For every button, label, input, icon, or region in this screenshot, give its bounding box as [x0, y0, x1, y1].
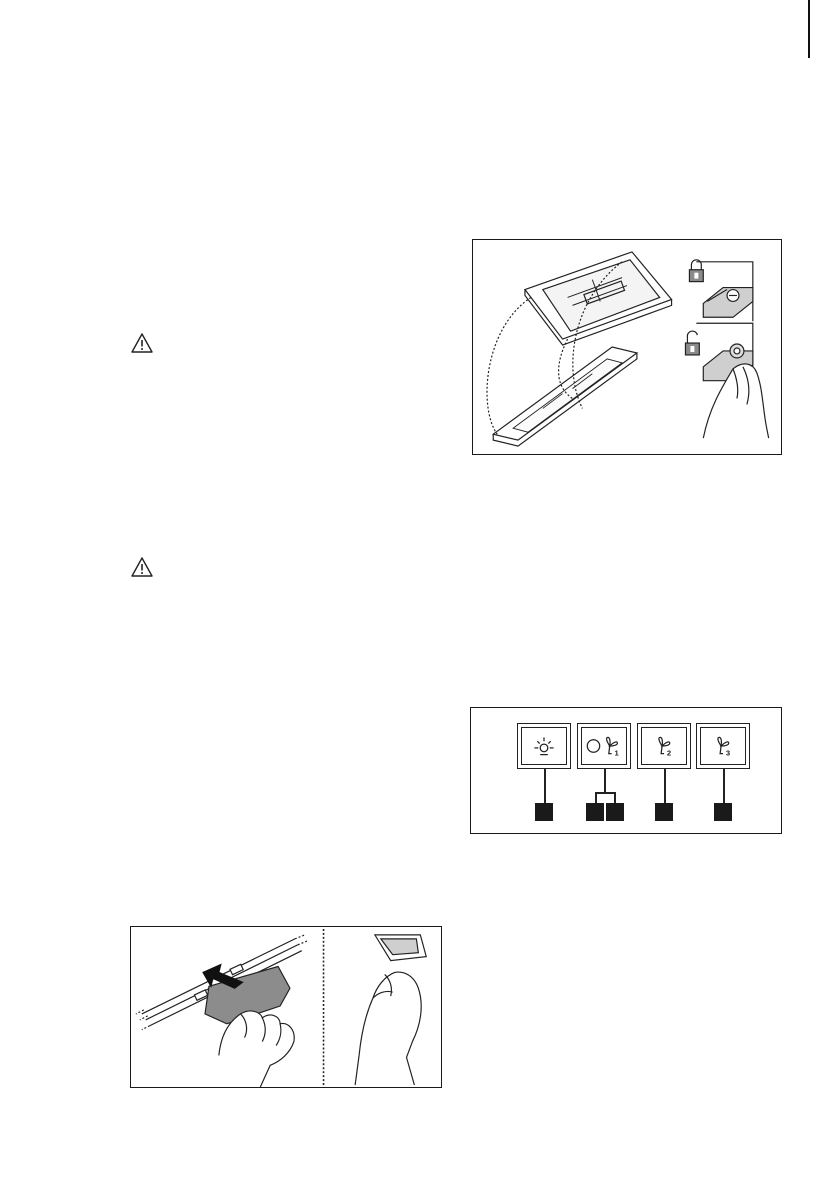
- fan-speed-3-icon: [697, 724, 749, 768]
- marker-square: [655, 803, 673, 821]
- warning-triangle-icon: [131, 333, 153, 353]
- warning-triangle-icon: [131, 557, 153, 577]
- connector-line: [664, 769, 666, 803]
- marker-square: [606, 803, 624, 821]
- light-button: [517, 723, 571, 769]
- filter-insertion-illustration: [131, 927, 441, 1087]
- connector-line: [723, 769, 725, 803]
- control-panel-figure: [470, 707, 782, 834]
- fan-speed-2-button: [637, 723, 691, 769]
- svg-text:2: 2: [666, 748, 672, 758]
- marker-square: [535, 803, 553, 821]
- svg-text:1: 1: [614, 748, 619, 758]
- page-edge-rule: [808, 0, 810, 58]
- svg-text:3: 3: [725, 748, 731, 758]
- marker-square: [714, 803, 732, 821]
- connector-line: [614, 792, 616, 803]
- connector-line: [595, 792, 597, 803]
- filter-insertion-figure: [130, 926, 442, 1088]
- marker-square: [586, 803, 604, 821]
- grease-filter-illustration: [473, 240, 781, 454]
- light-icon: [518, 724, 570, 768]
- off-fan-speed-1-button: [577, 723, 631, 769]
- fan-speed-2-icon: [638, 724, 690, 768]
- connector-bracket: [595, 792, 615, 794]
- fan-speed-3-button: [696, 723, 750, 769]
- off-fan-speed-1-icon: [578, 724, 630, 768]
- connector-line: [544, 769, 546, 803]
- connector-line: [604, 769, 606, 793]
- grease-filter-figure: [472, 239, 782, 455]
